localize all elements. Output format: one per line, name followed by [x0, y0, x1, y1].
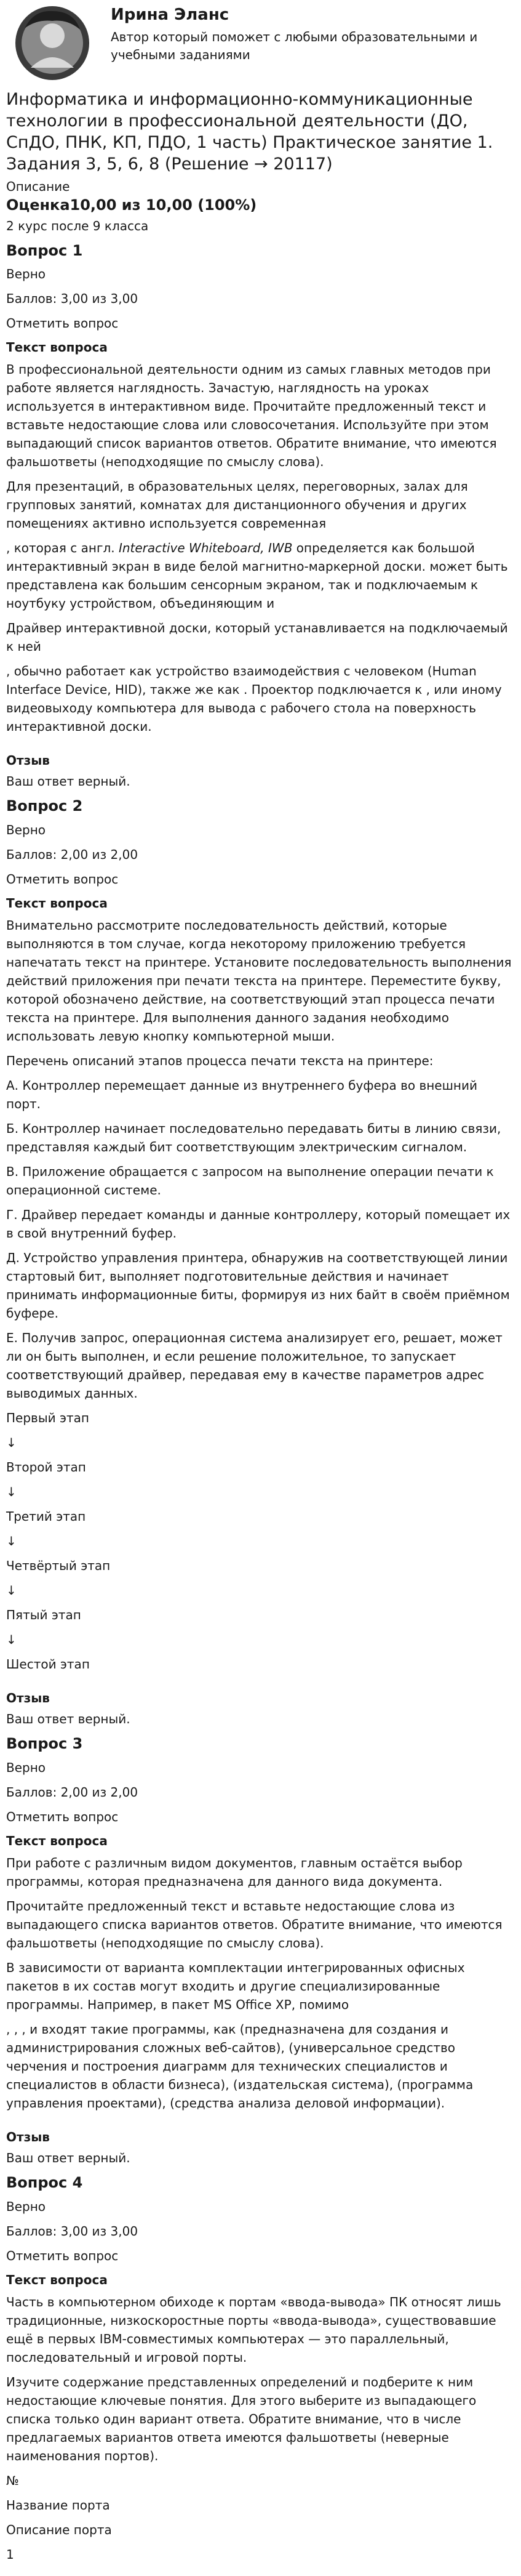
- author-block: [6, 0, 515, 86]
- flag-question-link[interactable]: Отметить вопрос: [6, 2248, 119, 2263]
- flag-question-link[interactable]: Отметить вопрос: [6, 1809, 119, 1824]
- flag-question-link[interactable]: Отметить вопрос: [6, 316, 119, 331]
- question-status: Верно: [6, 1760, 46, 1775]
- table-header-port-name: Название порта: [6, 2497, 110, 2513]
- question-title: Вопрос 3: [6, 1735, 83, 1753]
- table-header-port-description: Описание порта: [6, 2522, 112, 2537]
- option-b[interactable]: Б. Контроллер начинает последовательно передавать биты в линию связи, представляя каждый бит соответствующим электрическим сигналом.: [6, 1121, 501, 1155]
- question-paragraph: При работе с различным видом документов, главным остаётся выбор программы, которая предназначена для данного вида документа.: [6, 1855, 463, 1889]
- term-italic: Interactive Whiteboard, IWB: [118, 541, 293, 556]
- avatar[interactable]: [6, 4, 98, 83]
- question-paragraph: Прочитайте предложенный текст и вставьте недостающие слова из выпадающего списка вариантов ответов. Обратите внимание, что имеются фальшответы (неподходящие по смыслу слова).: [6, 1898, 503, 1950]
- course-label: 2 курс после 9 класса: [6, 218, 149, 233]
- question-paragraph: [6, 539, 515, 613]
- question-text-label: Текст вопроса: [6, 2272, 108, 2287]
- stage-drop-target[interactable]: Первый этап: [6, 1411, 89, 1426]
- option-d[interactable]: Д. Устройство управления принтера, обнаружив на соответствующей линии стартовый бит, выполняет подготовительные действия и начинает принимать информационные биты, формируя из них байт в своём приёмном буфере.: [6, 1250, 510, 1321]
- question-paragraph: Часть в компьютерном обиходе к портам «ввода-вывода» ПК относят лишь традиционные, низкоскоростные порты «ввода-вывода», существовавшие ещё в первых IBM-совместимых компьютерах — это параллельный, последовательный и игровой порты.: [6, 2294, 501, 2365]
- feedback-text: Ваш ответ верный.: [6, 774, 130, 789]
- question-3: [6, 1733, 515, 2167]
- grade: Оценка10,00 из 10,00 (100%): [6, 196, 257, 214]
- arrow-down-icon: ↓: [6, 1534, 17, 1549]
- question-score: Баллов: 3,00 из 3,00: [6, 2223, 138, 2239]
- question-text-label: Текст вопроса: [6, 1833, 108, 1848]
- question-text-label: Текст вопроса: [6, 340, 108, 355]
- feedback-label: Отзыв: [6, 2129, 50, 2144]
- question-title: Вопрос 1: [6, 241, 83, 259]
- author-info: [98, 4, 504, 64]
- description-label: Описание: [6, 179, 70, 195]
- question-paragraph: Перечень описаний этапов процесса печати текста на принтере:: [6, 1053, 434, 1069]
- feedback-label: Отзыв: [6, 1691, 50, 1706]
- question-score: Баллов: 3,00 из 3,00: [6, 291, 138, 307]
- question-text-label: Текст вопроса: [6, 896, 108, 911]
- flag-question-link[interactable]: Отметить вопрос: [6, 872, 119, 887]
- question-score: Баллов: 2,00 из 2,00: [6, 847, 138, 863]
- question-paragraph: , обычно работает как устройство взаимодействия с человеком (Human Interface Device, HID), также же как . Проектор подключается к , или иному видеовыходу компьютера для вывода с рабочего стола на поверхность интерактивной доски.: [6, 664, 502, 735]
- question-paragraph: Для презентаций, в образовательных целях, переговорных, залах для групповых занятий, комнатах для дистанционного обучения и других помещениях активно используется современная: [6, 479, 468, 531]
- arrow-down-icon: ↓: [6, 1632, 17, 1648]
- arrow-down-icon: ↓: [6, 1583, 17, 1598]
- question-paragraph: В зависимости от варианта комплектации интегрированных офисных пакетов в их состав могут входить и другие специализированные программы. Например, в пакет MS Office XP, помимо: [6, 1960, 465, 2012]
- stage-drop-target[interactable]: Второй этап: [6, 1460, 86, 1475]
- question-paragraph: В профессиональной деятельности одним из самых главных методов при работе является наглядность. Зачастую, наглядность на уроках используется в интерактивном виде. Прочитайте предложенный текст и вставьте недостающие слова или словосочетания. Используйте при этом выпадающий список вариантов ответов. Обратите внимание, что имеются фальшответы (неподходящие по смыслу слова).: [6, 362, 497, 470]
- question-paragraph: Драйвер интерактивной доски, который устанавливается на подключаемый к ней: [6, 621, 508, 654]
- stage-drop-target[interactable]: Пятый этап: [6, 1608, 81, 1623]
- option-a[interactable]: А. Контроллер перемещает данные из внутреннего буфера во внешний порт.: [6, 1078, 477, 1112]
- question-paragraph: , , , и входят такие программы, как (предназначена для создания и администрирования сложных веб-сайтов), (универсальное средство черчения и построения диаграмм для технических специалистов и специалистов в области бизнеса), (издательская система), (программа управления проектами), (средства анализа деловой информации).: [6, 2021, 474, 2111]
- feedback-label: Отзыв: [6, 753, 50, 768]
- question-title: Вопрос 2: [6, 797, 83, 815]
- question-status: Верно: [6, 2199, 46, 2214]
- question-2: [6, 795, 515, 1728]
- option-e[interactable]: Е. Получив запрос, операционная система анализирует его, решает, может ли он быть выполнен, и если решение положительное, то запускает соответствующий драйвер, передавая ему в качестве параметров адрес выводимых данных.: [6, 1330, 503, 1401]
- page-title: Информатика и информационно-коммуникационные технологии в профессиональной деятельности (ДО, СпДО, ПНК, КП, ПДО, 1 часть) Практическое занятие 1. Задания 3, 5, 6, 8 (Решение → 20117): [6, 90, 493, 174]
- stage-drop-target[interactable]: Шестой этап: [6, 1657, 90, 1672]
- question-paragraph: Внимательно рассмотрите последовательность действий, которые выполняются в том случае, когда некоторому приложению требуется напечатать текст на принтере. Установите последовательность выполнения действий приложения при печати текста на принтере. Переместите букву, которой обозначено действие, на соответствующий этап процесса печати текста на принтере. Для выполнения данного задания необходимо использовать левую кнопку компьютерной мыши.: [6, 918, 512, 1044]
- text-fragment: , которая с англ.: [6, 541, 119, 556]
- option-v[interactable]: В. Приложение обращается с запросом на выполнение операции печати к операционной системе.: [6, 1164, 494, 1198]
- table-row-number: 1: [6, 2546, 14, 2562]
- author-description: Автор который поможет с любыми образовательными и учебными заданиями: [111, 29, 478, 62]
- feedback-text: Ваш ответ верный.: [6, 1712, 130, 1727]
- arrow-down-icon: ↓: [6, 1484, 17, 1500]
- text-fragment: определяется как большой интерактивный экран в виде белой магнитно-маркерной доски. может быть представлена как большим сенсорным экраном, так и подключаемым к ноутбуку устройством, объединяющим и: [6, 541, 508, 611]
- table-header-number: №: [6, 2473, 19, 2488]
- question-status: Верно: [6, 267, 46, 282]
- option-g[interactable]: Г. Драйвер передает команды и данные контроллеру, который помещает их в свой внутренний буфер.: [6, 1207, 511, 1241]
- question-paragraph: Изучите содержание представленных определений и подберите к ним недостающие ключевые понятия. Для этого выберите из выпадающего списка только один вариант ответа. Обратите внимание, что в числе предлагаемых вариантов ответа имеются фальшответы (неверные наименования портов).: [6, 2374, 477, 2463]
- stage-drop-target[interactable]: Четвёртый этап: [6, 1558, 111, 1574]
- question-title: Вопрос 4: [6, 2173, 83, 2191]
- question-4: [6, 2172, 515, 2564]
- question-status: Верно: [6, 823, 46, 838]
- arrow-down-icon: ↓: [6, 1435, 17, 1451]
- author-name[interactable]: Ирина Эланс: [111, 6, 229, 24]
- question-1: [6, 240, 515, 791]
- feedback-text: Ваш ответ верный.: [6, 2150, 130, 2165]
- stage-drop-target[interactable]: Третий этап: [6, 1509, 86, 1524]
- question-score: Баллов: 2,00 из 2,00: [6, 1784, 138, 1800]
